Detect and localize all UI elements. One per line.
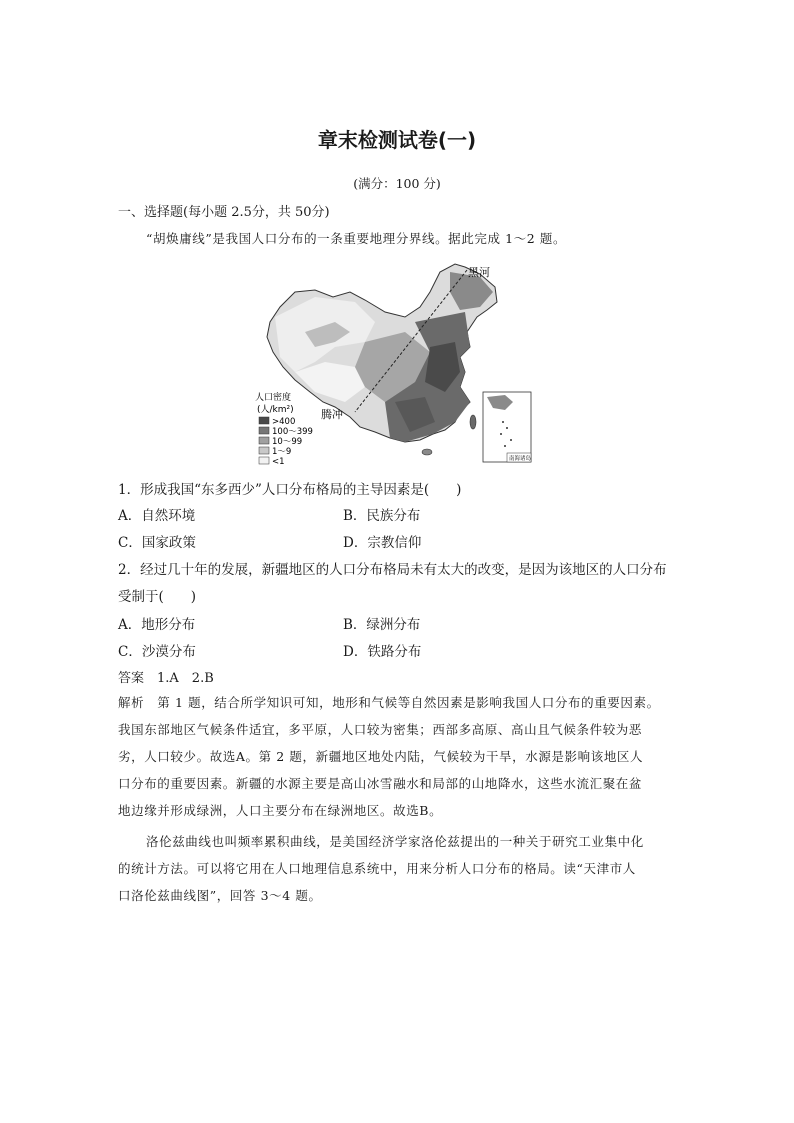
- q2-option-a: A．地形分布: [118, 617, 196, 633]
- analysis-line-2: 我国东部地区气候条件适宜，多平原，人口较为密集；西部多高原、高山且气候条件较为恶: [118, 722, 643, 737]
- analysis-line-4: 口分布的重要因素。新疆的水源主要是高山冰雪融水和局部的山地降水，这些水流汇聚在盆: [118, 776, 643, 791]
- legend-unit: (人/km²): [257, 405, 294, 415]
- question-2-cont: 受制于( ): [118, 589, 197, 605]
- label-heihe: 黑河: [468, 266, 490, 279]
- label-tengchong: 腾冲: [321, 408, 343, 421]
- legend-title: 人口密度: [255, 393, 292, 403]
- legend-label-5: <1: [272, 457, 285, 467]
- legend-swatch-2: [259, 427, 269, 434]
- legend-label-3: 10～99: [272, 437, 303, 447]
- q1-option-b: B．民族分布: [343, 508, 421, 524]
- section-heading: 一、选择题(每小题 2.5分，共 50分): [118, 205, 330, 220]
- map-legend: [255, 391, 313, 467]
- analysis-line-5: 地边缘并形成绿洲，人口主要分布在绿洲地区。故选B。: [118, 803, 443, 818]
- inset-label: 南海诸岛: [509, 456, 532, 462]
- q2-option-c: C．沙漠分布: [118, 644, 196, 660]
- china-map-svg: [255, 262, 535, 467]
- analysis-line-3: 劣，人口较少。故选A。第 2 题，新疆地区地处内陆，气候较为干旱，水源是影响该地区人: [118, 749, 644, 764]
- q2-option-b: B．绿洲分布: [343, 617, 421, 633]
- legend-label-2: 100～399: [272, 427, 313, 437]
- q1-option-d: D．宗教信仰: [343, 535, 422, 551]
- question-1: 1．形成我国“东多西少”人口分布格局的主导因素是( ): [118, 482, 462, 498]
- legend-swatch-5: [259, 457, 269, 464]
- q1-option-a: A．自然环境: [118, 508, 196, 524]
- legend-swatch-1: [259, 417, 269, 424]
- question-2: 2．经过几十年的发展，新疆地区的人口分布格局未有太大的改变，是因为该地区的人口分布: [118, 562, 667, 578]
- analysis-line-1: 解析 第 1 题，结合所学知识可知，地形和气候等自然因素是影响我国人口分布的重要因素。: [118, 695, 660, 710]
- south-sea-inset: [483, 392, 532, 462]
- legend-label-4: 1～9: [272, 447, 292, 457]
- legend-swatch-3: [259, 437, 269, 444]
- q2-option-d: D．铁路分布: [343, 644, 422, 660]
- intro-text-2-line-2: 的统计方法。可以将它用在人口地理信息系统中，用来分析人口分布的格局。读“天津市人: [118, 861, 636, 876]
- population-density-map: [255, 262, 535, 467]
- legend-label-1: >400: [272, 417, 296, 427]
- legend-swatch-4: [259, 447, 269, 454]
- score-note: (满分：100 分): [353, 176, 441, 191]
- intro-text-2-line-3: 口洛伦兹曲线图”，回答 3～4 题。: [118, 888, 322, 903]
- answer-line: 答案 1.A 2.B: [118, 671, 214, 686]
- intro-text-2-line-1: 洛伦兹曲线也叫频率累积曲线，是美国经济学家洛伦兹提出的一种关于研究工业集中化: [146, 834, 644, 849]
- page-title: 章末检测试卷(一): [317, 128, 477, 152]
- q1-option-c: C．国家政策: [118, 535, 196, 551]
- intro-text-1: “胡焕庸线”是我国人口分布的一条重要地理分界线。据此完成 1～2 题。: [146, 231, 567, 246]
